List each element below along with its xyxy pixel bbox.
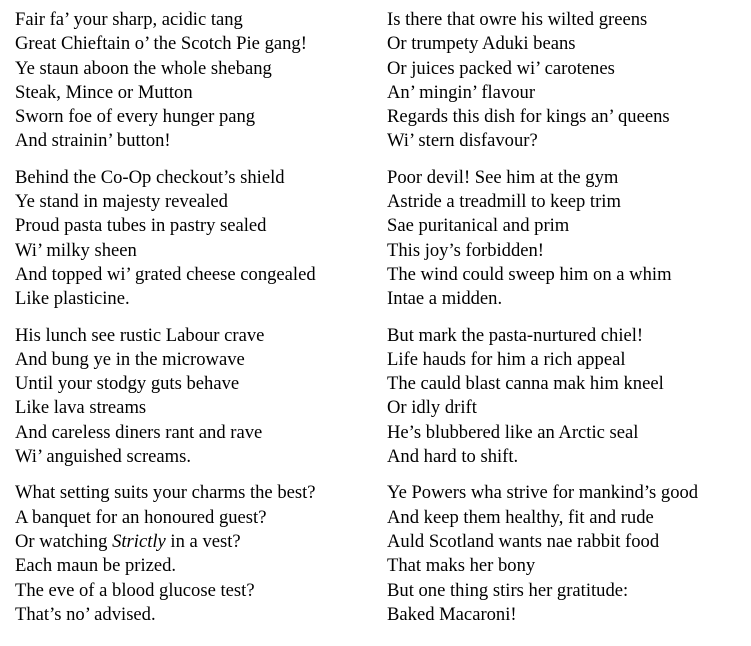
- poem-line: That’s no’ advised.: [15, 603, 156, 625]
- poem-line: And topped wi’ grated cheese congealed: [15, 263, 316, 285]
- stanza-6: [387, 324, 745, 470]
- poem-line: Fair fa’ your sharp, acidic tang: [15, 9, 243, 30]
- poem-line: What setting suits your charms the best?: [15, 482, 316, 504]
- poem-line: Is there that owre his wilted greens: [387, 9, 648, 30]
- stanza-7: [15, 481, 387, 627]
- stanza-8: [387, 481, 745, 627]
- poem-line: Each maun be prized.: [15, 555, 177, 577]
- poem-line: Life hauds for him a rich appeal: [387, 348, 626, 370]
- poem-line: The cauld blast canna mak him kneel: [387, 373, 664, 395]
- poem-line: Proud pasta tubes in pastry sealed: [15, 215, 267, 237]
- stanza-3: [15, 166, 387, 312]
- poem-line: Ye Powers wha strive for mankind’s good: [387, 482, 699, 504]
- poem-line: An’ mingin’ flavour: [387, 81, 536, 103]
- stanza-5: [15, 324, 387, 470]
- poem-line: Like plasticine.: [15, 288, 130, 310]
- poem-line: Or juices packed wi’ carotenes: [387, 57, 615, 79]
- poem-line: Astride a treadmill to keep trim: [387, 191, 621, 213]
- poem-line: Behind the Co-Op checkout’s shield: [15, 166, 285, 188]
- poem-line: Intae a midden.: [387, 288, 503, 310]
- poem-line: And keep them healthy, fit and rude: [387, 506, 654, 528]
- poem-line: This joy’s forbidden!: [387, 239, 544, 261]
- poem-line: Sae puritanical and prim: [387, 215, 570, 237]
- poem-line: Sworn foe of every hunger pang: [15, 106, 256, 128]
- stanza-1: [15, 8, 387, 154]
- poem-line: Regards this dish for kings an’ queens: [387, 106, 670, 128]
- poem-line: Ye stand in majesty revealed: [15, 191, 228, 213]
- poem-line: But one thing stirs her gratitude:: [387, 579, 629, 601]
- stanza-4: [387, 166, 745, 312]
- poem-line: And careless diners rant and rave: [15, 421, 263, 443]
- poem-line: Poor devil! See him at the gym: [387, 166, 619, 188]
- poem-line: The wind could sweep him on a whim: [387, 263, 672, 285]
- italic-title: Strictly: [112, 530, 166, 552]
- poem-line: Ye staun aboon the whole shebang: [15, 57, 272, 79]
- poem-line: He’s blubbered like an Arctic seal: [387, 421, 639, 443]
- poem-line: And strainin’ button!: [15, 130, 171, 152]
- poem-line: Or idly drift: [387, 397, 477, 419]
- poem-line-italic: Or watching Strictly in a vest?: [15, 530, 241, 552]
- poem-line: Auld Scotland wants nae rabbit food: [387, 530, 660, 552]
- poem-line: Steak, Mince or Mutton: [15, 81, 193, 103]
- poem: [15, 8, 745, 627]
- poem-line: Wi’ milky sheen: [15, 239, 137, 261]
- poem-line: Baked Macaroni!: [387, 603, 517, 625]
- poem-line: A banquet for an honoured guest?: [15, 506, 267, 528]
- poem-line: Wi’ stern disfavour?: [387, 130, 538, 152]
- poem-line: But mark the pasta-nurtured chiel!: [387, 324, 644, 346]
- stanza-2: [387, 8, 745, 154]
- poem-line: And hard to shift.: [387, 446, 519, 468]
- poem-line: Great Chieftain o’ the Scotch Pie gang!: [15, 33, 307, 55]
- poem-line: His lunch see rustic Labour crave: [15, 324, 265, 346]
- poem-line: Wi’ anguished screams.: [15, 446, 192, 468]
- poem-line: The eve of a blood glucose test?: [15, 579, 255, 601]
- poem-line: That maks her bony: [387, 555, 536, 577]
- poem-line: Until your stodgy guts behave: [15, 373, 240, 395]
- poem-line: Or trumpety Aduki beans: [387, 33, 576, 55]
- poem-line: And bung ye in the microwave: [15, 348, 245, 370]
- poem-line: Like lava streams: [15, 397, 147, 419]
